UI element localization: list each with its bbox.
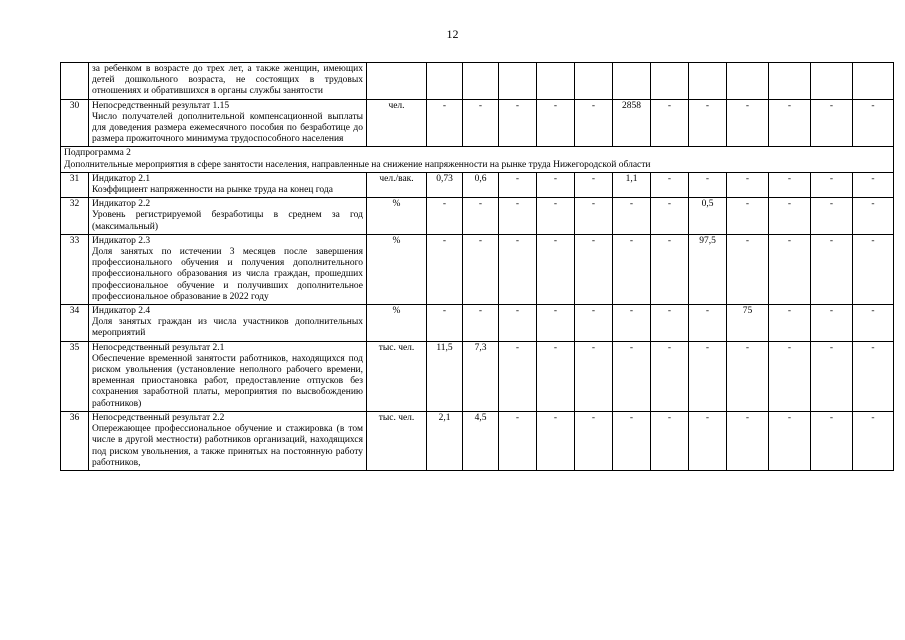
- value-cell: -: [651, 234, 689, 304]
- description-cell: [89, 172, 367, 197]
- value-cell: 4,5: [463, 411, 499, 470]
- value-cell: -: [651, 411, 689, 470]
- value-cell: -: [853, 198, 894, 235]
- value-cell: [575, 63, 613, 100]
- description-cell: [89, 341, 367, 411]
- indicator-description: Коэффициент напряженности на рынке труда на конец года: [92, 185, 333, 196]
- value-cell: -: [613, 341, 651, 411]
- value-cell: -: [727, 411, 769, 470]
- value-cell: -: [575, 198, 613, 235]
- value-cell: -: [651, 198, 689, 235]
- value-cell: -: [575, 99, 613, 147]
- value-cell: 7,3: [463, 341, 499, 411]
- indicator-title: Индикатор 2.2: [92, 199, 151, 210]
- section-title: Подпрограмма 2: [64, 148, 131, 159]
- value-cell: -: [651, 305, 689, 342]
- value-cell: [613, 63, 651, 100]
- value-cell: -: [727, 99, 769, 147]
- value-cell: 2,1: [427, 411, 463, 470]
- indicator-title: Непосредственный результат 2.2: [92, 412, 225, 423]
- indicator-description: Число получателей дополнительной компенсационной выплаты для доведения размера ежемесячного пособия по безработице до размера прожиточного минимума трудоспособного населения: [92, 111, 363, 145]
- table-row: [61, 411, 894, 470]
- value-cell: 97,5: [689, 234, 727, 304]
- value-cell: -: [853, 305, 894, 342]
- value-cell: -: [689, 341, 727, 411]
- value-cell: -: [427, 305, 463, 342]
- table-row: [61, 99, 894, 147]
- unit-cell: %: [367, 198, 427, 235]
- value-cell: -: [613, 411, 651, 470]
- row-number-cell: 33: [61, 234, 89, 304]
- value-cell: -: [727, 341, 769, 411]
- value-cell: -: [463, 305, 499, 342]
- value-cell: -: [537, 411, 575, 470]
- value-cell: -: [651, 172, 689, 197]
- value-cell: -: [689, 305, 727, 342]
- value-cell: -: [853, 411, 894, 470]
- indicator-description: за ребенком в возрасте до трех лет, а также женщин, имеющих детей дошкольного возраста, не состоящих в трудовых отношениях и обратившихся в органы службы занятости: [92, 64, 363, 97]
- value-cell: 1,1: [613, 172, 651, 197]
- value-cell: -: [853, 172, 894, 197]
- description-cell: [89, 234, 367, 304]
- section-row: [61, 147, 894, 172]
- value-cell: 0,5: [689, 198, 727, 235]
- value-cell: -: [575, 172, 613, 197]
- value-cell: -: [811, 172, 853, 197]
- table-row: [61, 341, 894, 411]
- table-row: [61, 234, 894, 304]
- value-cell: -: [689, 99, 727, 147]
- page-number: 12: [446, 27, 459, 41]
- value-cell: 75: [727, 305, 769, 342]
- value-cell: -: [811, 305, 853, 342]
- indicator-title: Непосредственный результат 2.1: [92, 342, 225, 353]
- unit-cell: %: [367, 305, 427, 342]
- value-cell: -: [651, 99, 689, 147]
- value-cell: -: [769, 305, 811, 342]
- value-cell: -: [689, 411, 727, 470]
- value-cell: -: [727, 234, 769, 304]
- unit-cell: %: [367, 234, 427, 304]
- value-cell: -: [853, 234, 894, 304]
- value-cell: -: [537, 172, 575, 197]
- value-cell: -: [537, 305, 575, 342]
- unit-cell: тыс. чел.: [367, 341, 427, 411]
- section-header: [61, 147, 894, 172]
- value-cell: -: [769, 411, 811, 470]
- table-row: [61, 172, 894, 197]
- value-cell: -: [853, 341, 894, 411]
- value-cell: [811, 63, 853, 100]
- row-number-cell: 32: [61, 198, 89, 235]
- unit-cell: чел./вак.: [367, 172, 427, 197]
- value-cell: -: [769, 99, 811, 147]
- indicator-description: Уровень регистрируемой безработицы в среднем за год (максимальный): [92, 210, 363, 232]
- value-cell: -: [499, 198, 537, 235]
- indicator-description: Опережающее профессиональное обучение и стажировка (в том числе в другой местности) работников организаций, находящихся под риском увольнения, а также принятых на постоянную работу работников,: [92, 424, 363, 468]
- description-cell: [89, 63, 367, 100]
- table-row: [61, 198, 894, 235]
- value-cell: [689, 63, 727, 100]
- row-number-cell: 35: [61, 341, 89, 411]
- value-cell: -: [427, 234, 463, 304]
- row-number-cell: 34: [61, 305, 89, 342]
- value-cell: [853, 63, 894, 100]
- value-cell: 0,6: [463, 172, 499, 197]
- row-number-cell: 31: [61, 172, 89, 197]
- value-cell: -: [769, 341, 811, 411]
- value-cell: [651, 63, 689, 100]
- unit-cell: [367, 63, 427, 100]
- table-body: [61, 63, 894, 471]
- value-cell: [499, 63, 537, 100]
- indicator-title: Непосредственный результат 1.15: [92, 100, 230, 111]
- description-cell: [89, 99, 367, 147]
- value-cell: -: [537, 341, 575, 411]
- value-cell: -: [499, 341, 537, 411]
- value-cell: -: [463, 198, 499, 235]
- value-cell: -: [769, 172, 811, 197]
- indicator-title: Индикатор 2.3: [92, 235, 151, 246]
- value-cell: -: [575, 341, 613, 411]
- value-cell: -: [613, 234, 651, 304]
- value-cell: 2858: [613, 99, 651, 147]
- description-cell: [89, 305, 367, 342]
- value-cell: -: [613, 198, 651, 235]
- value-cell: -: [689, 172, 727, 197]
- value-cell: -: [769, 234, 811, 304]
- section-subtitle: Дополнительные мероприятия в сфере занятости населения, направленные на снижение напряженности на рынке труда Нижегородской области: [64, 159, 651, 170]
- value-cell: -: [537, 234, 575, 304]
- unit-cell: чел.: [367, 99, 427, 147]
- value-cell: -: [811, 411, 853, 470]
- value-cell: -: [427, 99, 463, 147]
- value-cell: 11,5: [427, 341, 463, 411]
- value-cell: -: [613, 305, 651, 342]
- value-cell: -: [499, 172, 537, 197]
- value-cell: 0,73: [427, 172, 463, 197]
- value-cell: -: [575, 411, 613, 470]
- value-cell: [463, 63, 499, 100]
- description-cell: [89, 198, 367, 235]
- value-cell: -: [651, 341, 689, 411]
- value-cell: -: [811, 198, 853, 235]
- value-cell: -: [853, 99, 894, 147]
- indicator-title: Индикатор 2.4: [92, 306, 151, 317]
- value-cell: -: [427, 198, 463, 235]
- row-number-cell: [61, 63, 89, 100]
- value-cell: -: [575, 234, 613, 304]
- indicator-description: Доля занятых граждан из числа участников дополнительных мероприятий: [92, 317, 363, 339]
- value-cell: [769, 63, 811, 100]
- value-cell: -: [769, 198, 811, 235]
- value-cell: -: [727, 198, 769, 235]
- unit-cell: тыс. чел.: [367, 411, 427, 470]
- value-cell: -: [811, 341, 853, 411]
- value-cell: [727, 63, 769, 100]
- value-cell: -: [537, 198, 575, 235]
- indicators-table: [60, 62, 894, 471]
- value-cell: -: [463, 234, 499, 304]
- indicator-description: Обеспечение временной занятости работников, находящихся под риском увольнения (установление неполного рабочего времени, временная приостановка работ, предоставление отпусков без сохранения заработной платы, мероприятия по высвобождению работников): [92, 353, 363, 409]
- value-cell: -: [499, 99, 537, 147]
- table-row: [61, 63, 894, 100]
- value-cell: [427, 63, 463, 100]
- value-cell: -: [499, 234, 537, 304]
- row-number-cell: 36: [61, 411, 89, 470]
- value-cell: -: [537, 99, 575, 147]
- value-cell: -: [811, 234, 853, 304]
- value-cell: -: [811, 99, 853, 147]
- value-cell: [537, 63, 575, 100]
- row-number-cell: 30: [61, 99, 89, 147]
- value-cell: -: [499, 411, 537, 470]
- table-row: [61, 305, 894, 342]
- value-cell: -: [463, 99, 499, 147]
- value-cell: -: [499, 305, 537, 342]
- description-cell: [89, 411, 367, 470]
- value-cell: -: [727, 172, 769, 197]
- indicator-description: Доля занятых по истечении 3 месяцев после завершения профессионального обучения и получения дополнительного профессионального образования из числа граждан, прошедших профессиональное обучение и получивших дополнительное профессиональное образование в 2022 году: [92, 247, 363, 302]
- indicator-title: Индикатор 2.1: [92, 173, 151, 184]
- value-cell: -: [575, 305, 613, 342]
